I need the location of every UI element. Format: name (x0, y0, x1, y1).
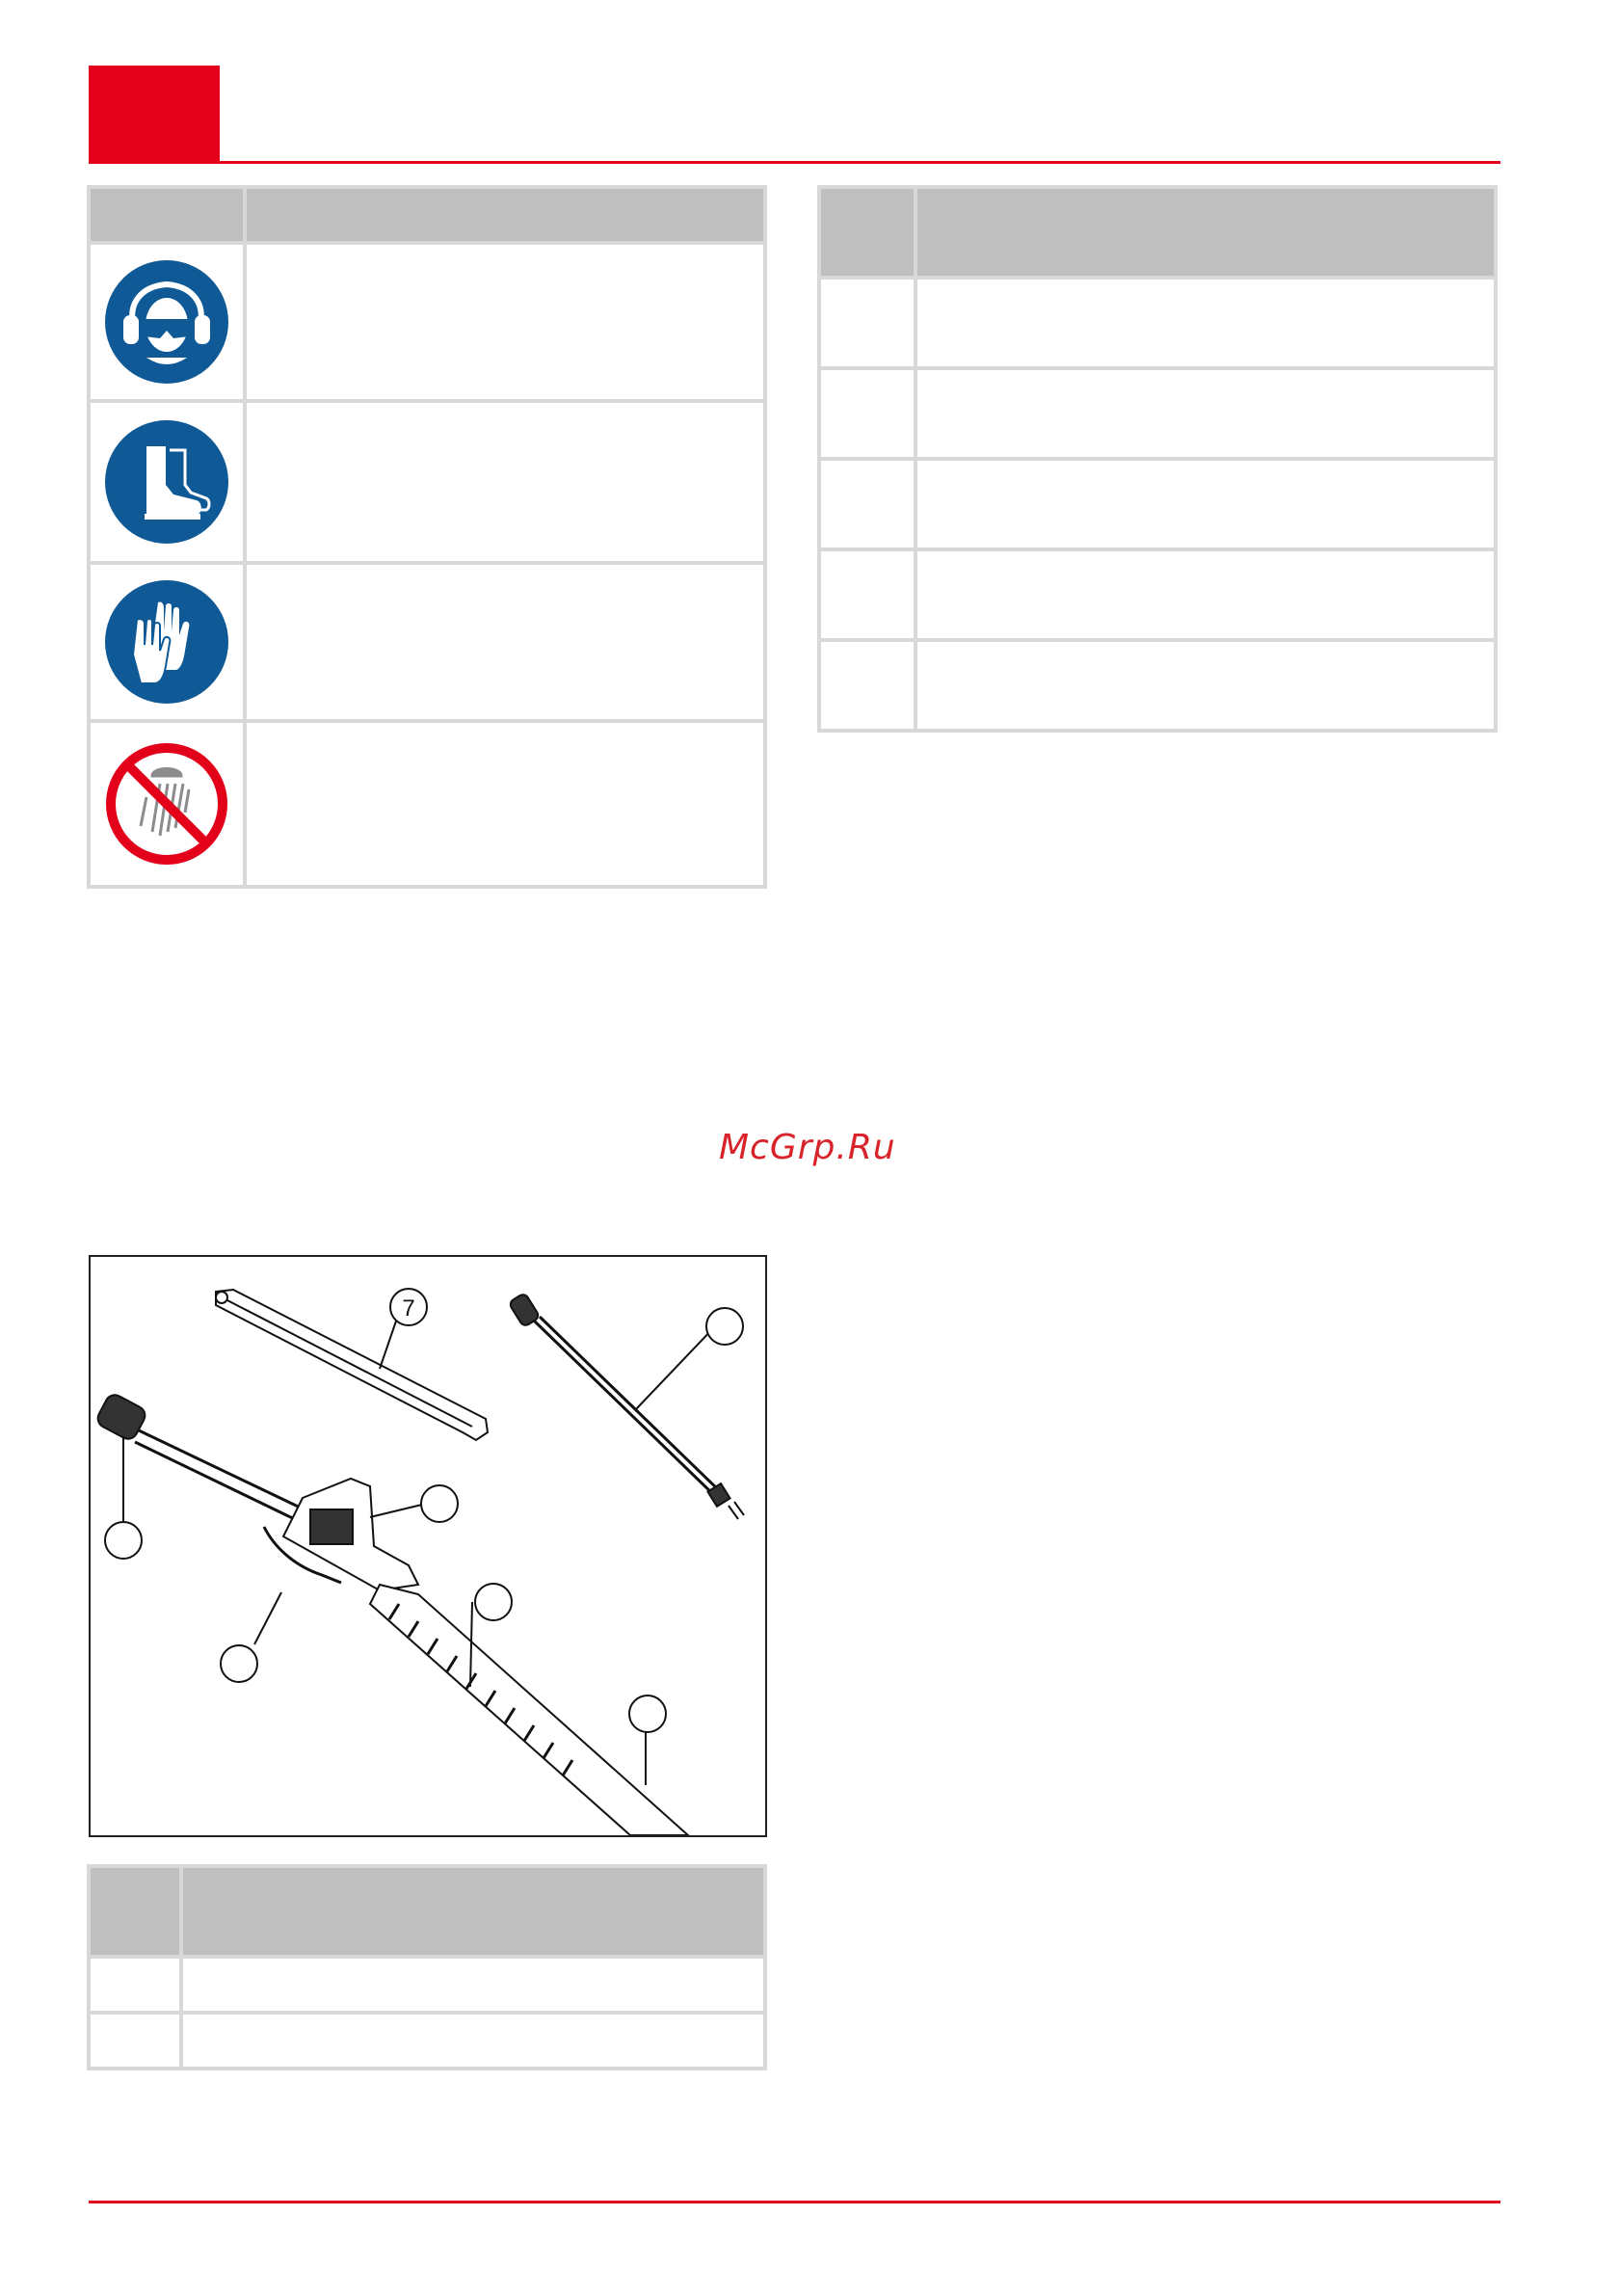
callout (221, 1645, 257, 1682)
table-row (819, 549, 1496, 640)
callout (421, 1485, 458, 1522)
callout (706, 1308, 743, 1345)
callout (475, 1584, 512, 1620)
safety-boots-icon (102, 417, 231, 547)
table-header-row (89, 187, 765, 243)
table-row (819, 640, 1496, 731)
table-header-row (819, 187, 1496, 278)
table-row (89, 401, 765, 563)
chapter-marker (89, 66, 220, 162)
table-row (89, 243, 765, 401)
protective-gloves-icon (102, 577, 231, 707)
info-table (817, 185, 1498, 733)
product-figure (89, 1255, 767, 1837)
no-rain-icon (102, 739, 231, 868)
table-row (89, 1957, 765, 2013)
callout (105, 1522, 142, 1559)
callout (629, 1695, 666, 1732)
table-row (89, 563, 765, 721)
table-row (819, 459, 1496, 549)
table-row (89, 721, 765, 887)
ppe-symbols-table (87, 185, 767, 889)
hedge-trimmer-illustration (91, 1257, 765, 1835)
callout-number: 7 (402, 1295, 415, 1322)
header-rule (89, 161, 1500, 164)
table-row (89, 2013, 765, 2069)
footer-rule (89, 2201, 1500, 2203)
watermark: McGrp.Ru (719, 1128, 896, 1167)
parts-table (87, 1864, 767, 2070)
table-row (819, 368, 1496, 459)
table-header-row (89, 1866, 765, 1957)
table-row (819, 278, 1496, 368)
eye-and-ear-protection-icon (102, 257, 231, 387)
